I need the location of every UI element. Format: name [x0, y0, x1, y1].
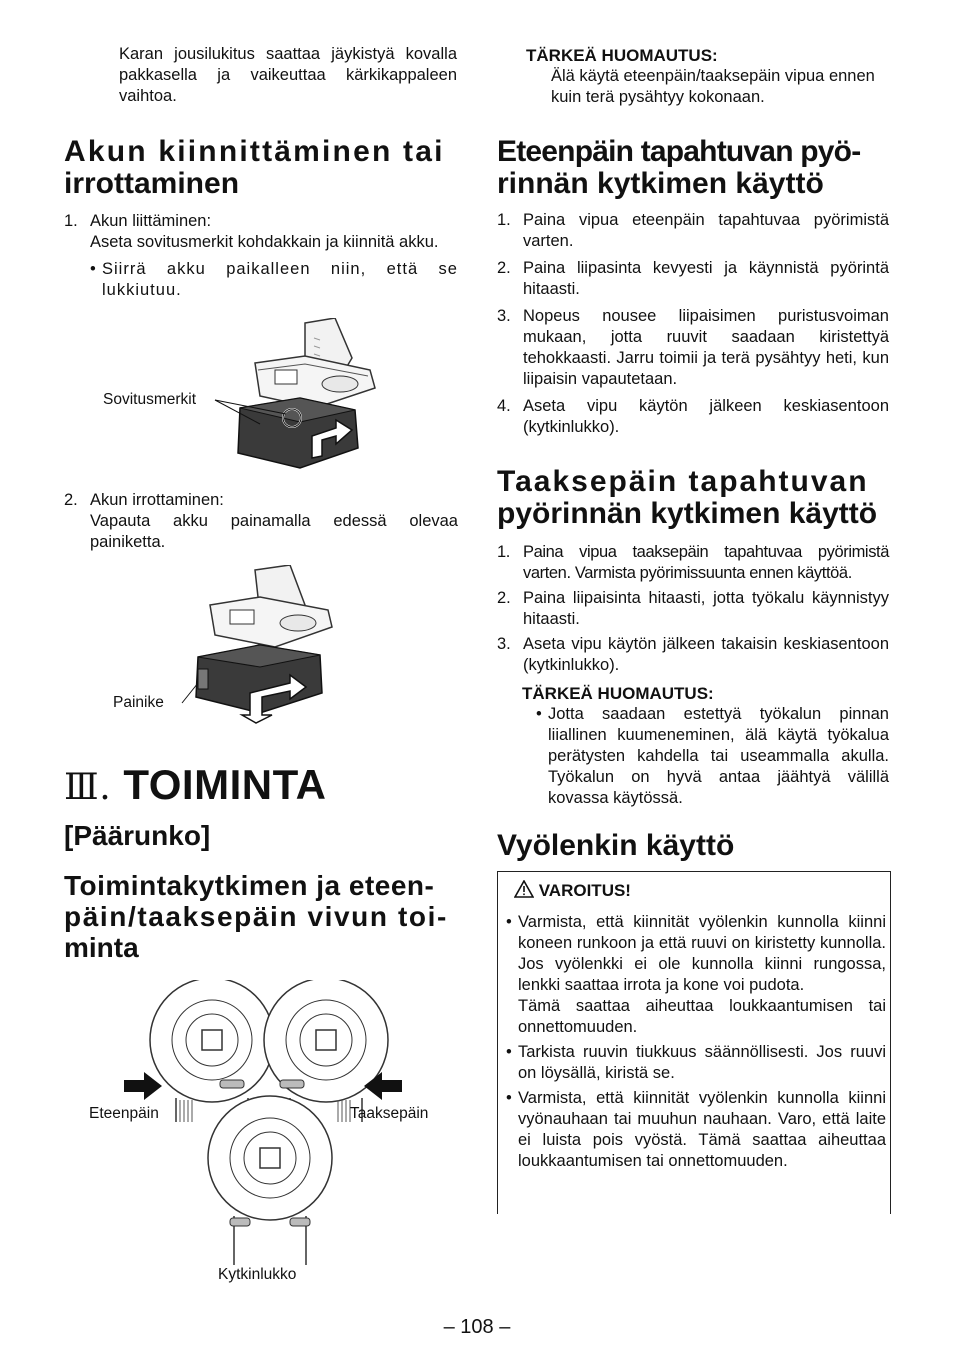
item-text: Paina vipua eteenpäin tapahtuvaa pyörimistä varten. — [523, 211, 889, 250]
item-number: 1. — [497, 211, 511, 229]
list-item — [497, 258, 889, 300]
item-number: 3. — [497, 635, 511, 653]
title-line: Akun kiinnittäminen tai — [64, 135, 445, 168]
important-note-1 — [526, 46, 890, 108]
item-text: Paina vipua taaksepäin tapahtuvaa pyörimistä varten. Varmista pyörimissuunta ennen käyttöä. — [523, 543, 889, 582]
label-forward: Eteenpäin — [89, 1105, 159, 1122]
title-line: rinnän kytkimen käyttö — [497, 167, 824, 200]
subtitle-main-body: [Päärunko] — [64, 820, 211, 851]
battery-remove-figure — [180, 565, 350, 725]
title-line: päin/taaksepäin vivun toi- — [64, 901, 448, 932]
note-title: TÄRKEÄ HUOMAUTUS: — [526, 46, 718, 65]
warning-item — [506, 912, 886, 1038]
section-title-reverse — [497, 466, 893, 530]
title-line: Eteenpäin tapahtuvan pyö- — [497, 135, 861, 168]
chapter-title: TOIMINTA — [123, 761, 327, 808]
step-text: Aseta sovitusmerkit kohdakkain ja kiinnitä akku. — [90, 233, 439, 251]
title-line: Taaksepäin tapahtuvan — [497, 465, 869, 498]
bullet-text: Tarkista ruuvin tiukkuus säännöllisesti. Jos ruuvi on löysällä, kiristä se. — [518, 1043, 886, 1082]
step-text: Vapauta akku painamalla edessä olevaa painiketta. — [90, 512, 458, 551]
item-number: 2. — [497, 589, 511, 607]
note-title: TÄRKEÄ HUOMAUTUS: — [522, 684, 714, 703]
bullet-text: • Varmista, että kiinnität vyölenkin kunnolla kiinni koneen runkoon ja että ruuvi on kiristetty kunnolla. Jos vyölenkki ei ole kunnolla kiinni rungossa, lenkki saattaa irrota ja kone voi pudota. — [518, 913, 886, 994]
item-number: 4. — [497, 397, 511, 415]
note-text: Älä käytä eteenpäin/taaksepäin vipua ennen kuin terä pysähtyy kokonaan. — [551, 67, 875, 106]
section-title-battery — [64, 136, 460, 200]
warning-triangle-icon — [514, 880, 534, 898]
step-title: Akun irrottaminen: — [90, 491, 224, 509]
warning-header — [514, 880, 631, 901]
reverse-steps-list — [497, 542, 889, 682]
step-bullet — [90, 259, 458, 301]
item-text: Aseta vipu käytön jälkeen takaisin keskiasentoon (kytkinlukko). — [523, 635, 889, 674]
bullet-text: Jotta saadaan estettyä työkalun pinnan liiallinen kuumeneminen, älä käytä työkalua perätysten kahdella tai useammalla akulla. Työkalun on hyvä antaa jäähtyä välillä kovassa käytössä. — [548, 705, 889, 807]
important-note-2 — [522, 684, 889, 809]
chapter-heading — [64, 760, 326, 813]
label-switch-lock: Kytkinlukko — [218, 1266, 297, 1283]
item-number: 3. — [497, 307, 511, 325]
step-number: 1. — [64, 212, 78, 230]
warning-box — [497, 871, 891, 1214]
title-line: Toimintakytkimen ja eteen- — [64, 870, 435, 901]
item-text: Paina liipasinta kevyesti ja käynnistä pyörintä hitaasti. — [523, 259, 889, 298]
step-number: 2. — [64, 491, 78, 509]
switch-positions-figure — [80, 980, 450, 1270]
section-title-switch — [64, 870, 460, 963]
warning-item — [506, 1042, 886, 1084]
list-item — [497, 634, 889, 676]
lock-tool-drawing — [208, 1096, 332, 1265]
step-title: Akun liittäminen: — [90, 212, 212, 230]
item-number: 2. — [497, 259, 511, 277]
note-bullet — [536, 704, 889, 809]
list-item — [497, 306, 889, 390]
label-release-button: Painike — [113, 694, 164, 711]
item-number: 1. — [497, 543, 510, 561]
list-item — [497, 542, 889, 584]
list-item — [497, 588, 889, 630]
label-alignment-marks: Sovitusmerkit — [103, 391, 197, 408]
section-title-forward — [497, 136, 893, 200]
section-title-belt-hook: Vyölenkin käyttö — [497, 829, 735, 862]
title-line: pyörinnän kytkimen käyttö — [497, 497, 878, 530]
list-item — [497, 396, 889, 438]
bullet-text: Varmista, että kiinnität vyölenkin kunnolla kiinni vyönauhaan tai muuhun nauhaan. Varo, että laite ei luista pois vyöstä. Tämä saattaa aiheuttaa loukkaantumisen tai onnettomuuden. — [518, 1089, 886, 1170]
title-line: minta — [64, 932, 139, 963]
chapter-number: Ⅲ. — [64, 767, 112, 808]
warning-title: VAROITUS! — [538, 881, 631, 900]
item-text: Paina liipaisinta hitaasti, jotta työkalu käynnistyy hitaasti. — [523, 589, 889, 628]
item-text: Nopeus nousee liipaisimen puristusvoiman mukaan, jotta ruuvit saadaan kiristettyä tehokkaasti. Jarru toimii ja terä pysähtyy heti, kun liipaisin vapautetaan. — [523, 307, 889, 388]
warning-list — [506, 912, 886, 1172]
battery-step-1 — [64, 211, 458, 301]
label-reverse: Taaksepäin — [350, 1105, 429, 1122]
list-item — [497, 210, 889, 252]
forward-steps-list — [497, 210, 889, 444]
warning-item — [506, 1088, 886, 1172]
page-number: – 108 – — [443, 1316, 511, 1338]
battery-step-2 — [64, 490, 458, 553]
intro-note: Karan jousilukitus saattaa jäykistyä kovalla pakkasella ja vaikeuttaa kärkikappaleen vaihtoa. — [119, 45, 457, 105]
item-text: Aseta vipu käytön jälkeen keskiasentoon (kytkinlukko). — [523, 397, 889, 436]
bullet-text: Siirrä akku paikalleen niin, että se lukkiutuu. — [102, 260, 458, 299]
bullet-text-extra: Tämä saattaa aiheuttaa loukkaantumisen tai onnettomuuden. — [518, 997, 886, 1036]
title-line: irrottaminen — [64, 167, 240, 200]
